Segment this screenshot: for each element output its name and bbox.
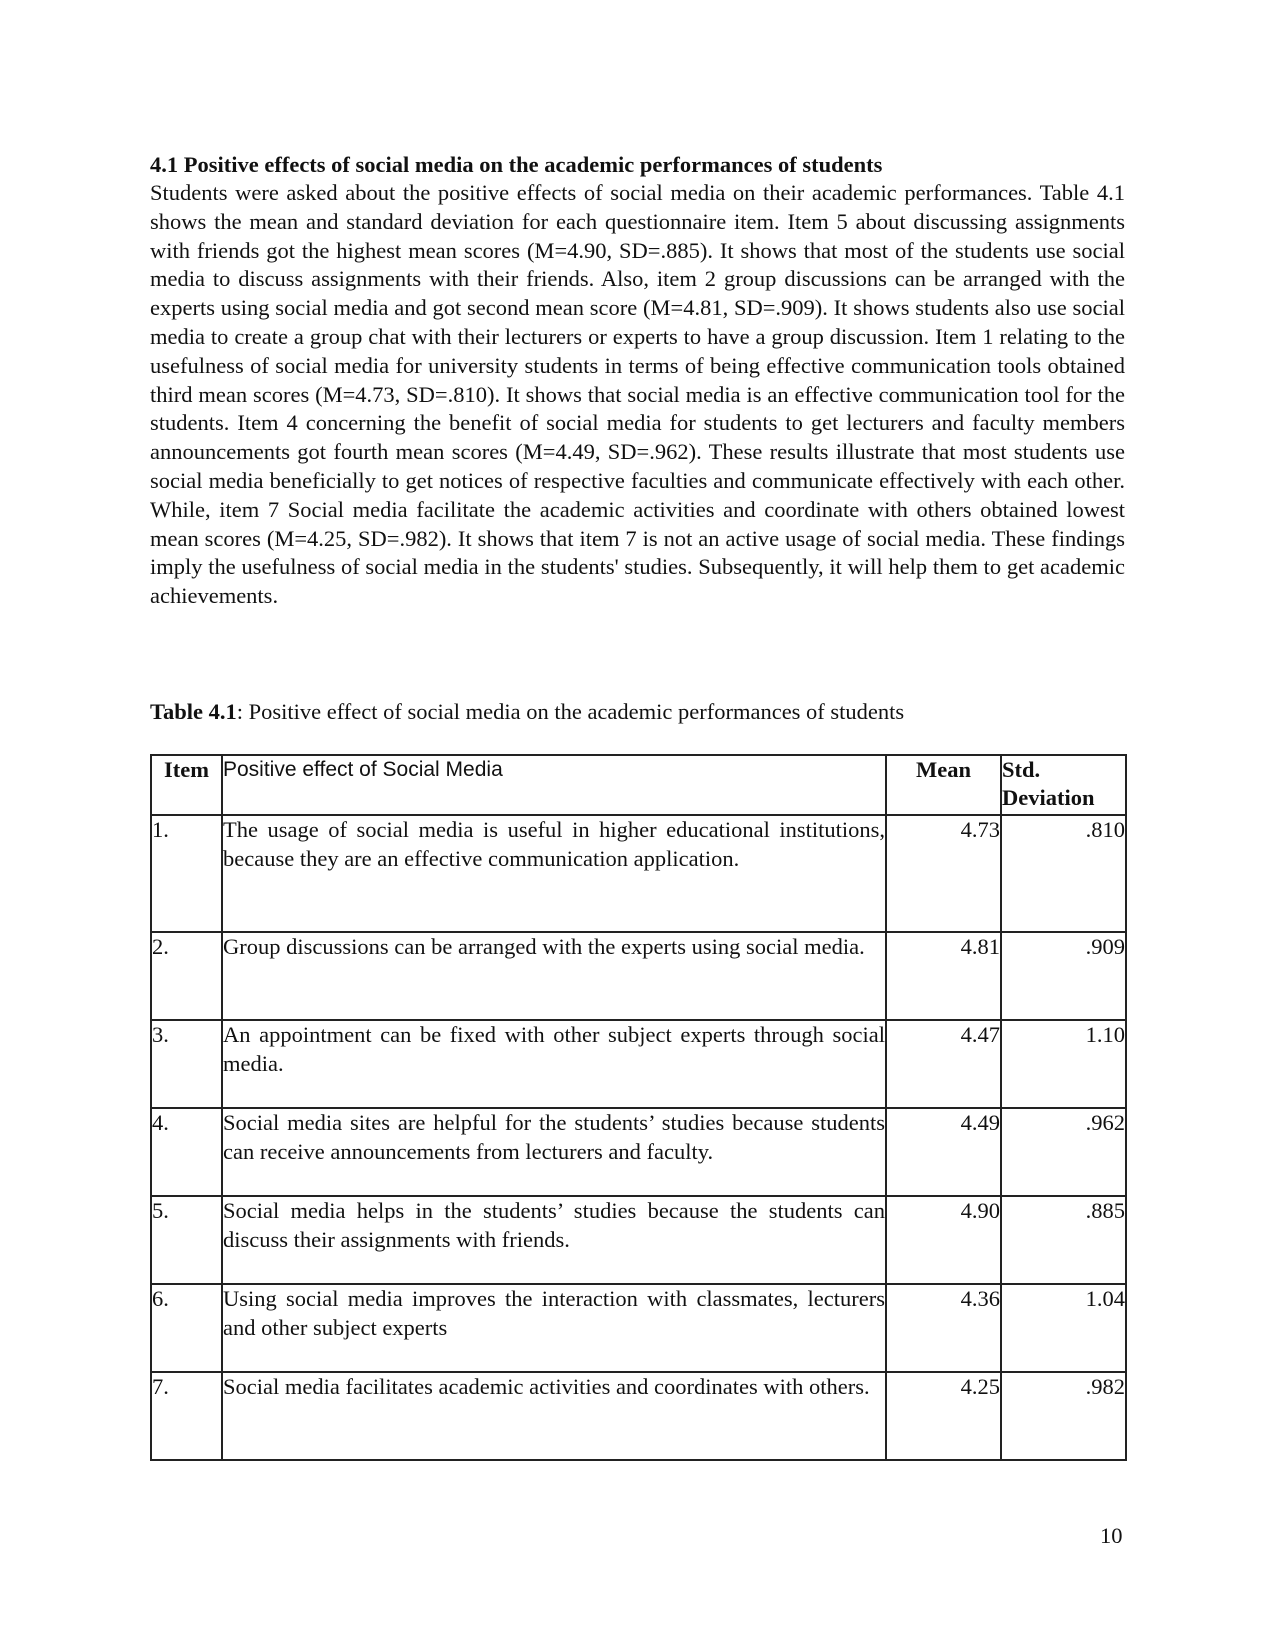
row-description: Social media helps in the students’ studies because the students can discuss their assignments with friends. — [222, 1196, 886, 1284]
table-row — [151, 1372, 1126, 1460]
row-mean: 4.73 — [886, 815, 1001, 932]
row-description: The usage of social media is useful in higher educational institutions, because they are an effective communication application. — [222, 815, 886, 932]
row-description: An appointment can be fixed with other subject experts through social media. — [222, 1020, 886, 1108]
row-item-number: 6. — [151, 1284, 222, 1372]
section-paragraph: Students were asked about the positive effects of social media on their academic performances. Table 4.1 shows the mean and standard deviation for each questionnaire item. Item 5 about discussing assignments with friends got the highest mean scores (M=4.90, SD=.885). It shows that most of the students use social media to discuss assignments with their friends. Also, item 2 group discussions can be arranged with the experts using social media and got second mean score (M=4.81, SD=.909). It shows students also use social media to create a group chat with their lecturers or experts to have a group discussion. Item 1 relating to the usefulness of social media for university students in terms of being effective communication tools obtained third mean scores (M=4.73, SD=.810). It shows that social media is an effective communication tool for the students. Item 4 concerning the benefit of social media for students to get lecturers and faculty members announcements got fourth mean scores (M=4.49, SD=.962). These results illustrate that most students use social media beneficially to get notices of respective faculties and communicate effectively with each other. While, item 7 Social media facilitate the academic activities and coordinate with others obtained lowest mean scores (M=4.25, SD=.982). It shows that item 7 is not an active usage of social media. These findings imply the usefulness of social media in the students' studies. Subsequently, it will help them to get academic achievements. — [150, 180, 1125, 609]
table-row — [151, 1284, 1126, 1372]
row-mean: 4.81 — [886, 932, 1001, 1020]
row-mean: 4.25 — [886, 1372, 1001, 1460]
table-row — [151, 1196, 1126, 1284]
row-std-deviation: .982 — [1001, 1372, 1126, 1460]
row-item-number: 2. — [151, 932, 222, 1020]
row-description: Group discussions can be arranged with the experts using social media. — [222, 932, 886, 1020]
row-std-deviation: 1.10 — [1001, 1020, 1126, 1108]
page-number: 10 — [1100, 1523, 1123, 1548]
header-std-deviation: Std. Deviation — [1001, 755, 1126, 815]
results-table — [150, 754, 1127, 1461]
row-mean: 4.47 — [886, 1020, 1001, 1108]
table-row — [151, 1108, 1126, 1196]
table-row — [151, 1020, 1126, 1108]
row-item-number: 3. — [151, 1020, 222, 1108]
row-mean: 4.90 — [886, 1196, 1001, 1284]
document-page — [150, 150, 1125, 1399]
row-item-number: 1. — [151, 815, 222, 932]
row-mean: 4.36 — [886, 1284, 1001, 1372]
header-mean: Mean — [886, 755, 1001, 815]
row-item-number: 7. — [151, 1372, 222, 1460]
row-std-deviation: .909 — [1001, 932, 1126, 1020]
table-caption-label: Table 4.1 — [150, 699, 237, 724]
table-row — [151, 932, 1126, 1020]
table-caption-text: : Positive effect of social media on the academic performances of students — [236, 699, 905, 724]
row-std-deviation: 1.04 — [1001, 1284, 1126, 1372]
header-item: Item — [151, 755, 222, 815]
table-row — [151, 815, 1126, 932]
row-item-number: 5. — [151, 1196, 222, 1284]
row-description: Using social media improves the interaction with classmates, lecturers and other subject experts — [222, 1284, 886, 1372]
row-std-deviation: .885 — [1001, 1196, 1126, 1284]
section-heading: 4.1 Positive effects of social media on the academic performances of students — [150, 152, 883, 177]
row-mean: 4.49 — [886, 1108, 1001, 1196]
row-description: Social media sites are helpful for the students’ studies because students can receive announcements from lecturers and faculty. — [222, 1108, 886, 1196]
header-description: Positive effect of Social Media — [222, 755, 886, 815]
row-std-deviation: .962 — [1001, 1108, 1126, 1196]
row-std-deviation: .810 — [1001, 815, 1126, 932]
table-caption — [150, 697, 904, 726]
row-item-number: 4. — [151, 1108, 222, 1196]
table-header-row — [151, 755, 1126, 815]
row-description: Social media facilitates academic activities and coordinates with others. — [222, 1372, 886, 1460]
